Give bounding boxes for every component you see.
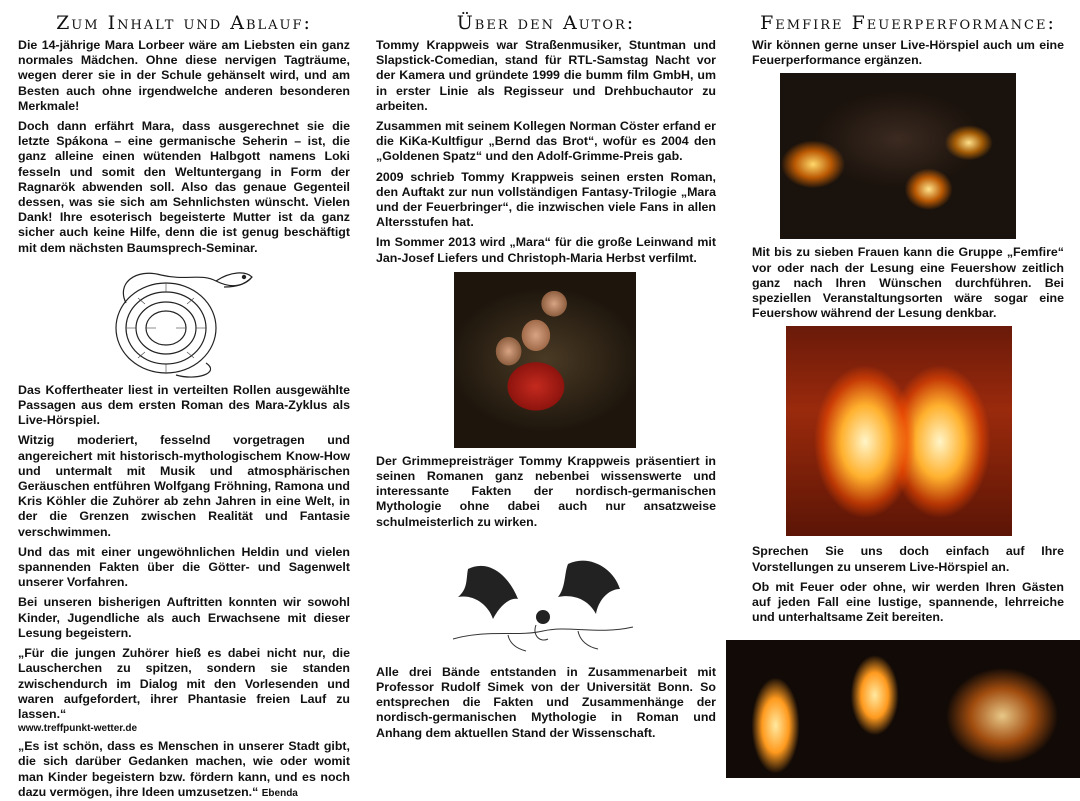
quote-text: „Es ist schön, dass es Menschen in unserer Stadt gibt, die sich darüber Gedanken machen, wie oder womit man Kinder begeistern bzw. fördern kann, und es noch dazu vermögen, ihre Ideen umzusetzen.“ (18, 739, 350, 799)
paragraph: Doch dann erfährt Mara, dass ausgerechnet sie die letzte Spákona – eine germanische Seherin – ist, die ganz alleine einen wütenden Halbgott namens Loki fesseln und somit den Weltuntergang in Form der Ragnarök abwenden soll. Also das genaue Gegenteil dessen, was sie sich am Sehnlichsten wünscht. Vielen Dank! Ihre esoterisch begeisterte Mutter ist da ganz sicher auch keine Hilfe, denn die ist genug beschäftigt mit dem nächsten Baumsprech-Seminar. (18, 119, 350, 255)
fire-performers-photo (726, 640, 1080, 778)
paragraph: Das Koffertheater liest in verteilten Rollen ausgewählte Passagen aus dem ersten Roman des Mara-Zyklus als Live-Hörspiel. (18, 382, 350, 428)
paragraph: Witzig moderiert, fesselnd vorgetragen und angereichert mit historisch-mythologischem Know-How und untermalt mit Musik und atmosphärischen Geräuschen entführen Wolfgang Fröhning, Ramona und Kris Köhler die Zuhörer ab zehn Jahren in eine Welt, in der die Grenzen zwischen Realität und Fantasie verschwimmen. (18, 433, 350, 539)
paragraph: Tommy Krappweis war Straßenmusiker, Stuntman und Slapstick-Comedian, stand für RTL-Samstag Nacht vor der Kamera und gründete 1999 die bumm film GmbH, um in erster Linie als Regisseur und Drehbuchautor zu arbeiten. (376, 38, 716, 113)
heading-content: Zum Inhalt und Ablauf: (56, 12, 312, 34)
heading-author: Über den Autor: (456, 12, 636, 34)
fire-photo-2-area (752, 326, 1064, 544)
paragraph: Bei unseren bisherigen Auftritten konnten wir sowohl Kinder, Jugendliche als auch Erwachsene mit dieser Lesung begeistern. (18, 595, 350, 640)
paragraph: Und das mit einer ungewöhnlichen Heldin und vielen spannenden Fakten über die Götter- und Sagenwelt unserer Vorfahren. (18, 544, 350, 590)
quote (18, 739, 350, 801)
paragraph: Ob mit Feuer oder ohne, wir werden Ihren Gästen auf jeden Fall eine lustige, spannende, lehrreiche und unterhaltsame Zeit bereiten. (752, 579, 1064, 625)
serpent-illustration (106, 263, 256, 383)
fire-wings-photo (786, 326, 1012, 536)
quote-source: Ebenda (261, 787, 298, 799)
paragraph: Zusammen mit seinem Kollegen Norman Cöster erfand er die KiKa-Kultfigur „Bernd das Brot“, wofür es 2004 den „Goldenen Spatz“ und den Adolf-Grimme-Preis gab. (376, 119, 716, 164)
column-content-and-procedure (18, 0, 350, 799)
heading-femfire: Femfire Feuerperformance: (760, 12, 1056, 34)
paragraph: Wir können gerne unser Live-Hörspiel auch um eine Feuerperformance ergänzen. (752, 38, 1064, 68)
fire-group-photo (780, 73, 1016, 239)
paragraph: Sprechen Sie uns doch einfach auf Ihre Vorstellungen zu unserem Live-Hörspiel an. (752, 544, 1064, 574)
group-photo-area (376, 272, 716, 454)
paragraph: Der Grimmepreisträger Tommy Krappweis präsentiert in seinen Romanen ganz nebenbei wissenswerte und interessante Fakten der nordisch-germanischen Mythologie ohne dabei auch nur ansatzweise schulmeisterlich zu wirken. (376, 453, 716, 529)
paragraph: Alle drei Bände entstanden in Zusammenarbeit mit Professor Rudolf Simek von der Universität Bonn. So entsprechen die Fakten und Zusammenhänge der nordisch-germanischen Mythologie in Roman und Anhang dem aktuellen Stand der Wissenschaft. (376, 664, 716, 740)
quote-source: www.treffpunkt-wetter.de (18, 723, 138, 735)
paragraph: 2009 schrieb Tommy Krappweis seinen ersten Roman, den Auftakt zur nun vollständigen Fantasy-Trilogie „Mara und der Feuerbringer“, die inzwischen viele Fans in allen Altersstufen hat. (376, 169, 716, 230)
group-photo (454, 272, 636, 448)
paragraph: Mit bis zu sieben Frauen kann die Gruppe „Femfire“ vor oder nach der Lesung eine Feuershow zeitlich ganz nach Ihren Wünschen durchführen. Bei speziellen Veranstaltungsorten wäre sogar eine Feuershow während der Lesung denkbar. (752, 245, 1064, 321)
column-about-author (376, 0, 716, 778)
fire-photo-1-area (752, 73, 1064, 245)
ravens-illustration-area (376, 535, 716, 665)
paragraph: Im Sommer 2013 wird „Mara“ für die große Leinwand mit Jan-Josef Liefers und Christoph-Maria Herbst verfilmt. (376, 235, 716, 265)
quote: „Für die jungen Zuhörer hieß es dabei nicht nur, die Lauscherchen zu spitzen, sondern sie standen zwischendurch im Dialog mit den Vorlesenden und waren aufgefordert, ihrer Phantasie freien Lauf zu lassen.“ (18, 646, 350, 721)
paragraph: Die 14-jährige Mara Lorbeer wäre am Liebsten ein ganz normales Mädchen. Ohne diese nervigen Tagträume, wegen derer sie in der Schule gehänselt wird, und am Besten auch ohne irgendwelche anderen besonderen Merkmale! (18, 38, 350, 113)
ravens-illustration (448, 539, 638, 659)
serpent-illustration-area (18, 261, 350, 383)
